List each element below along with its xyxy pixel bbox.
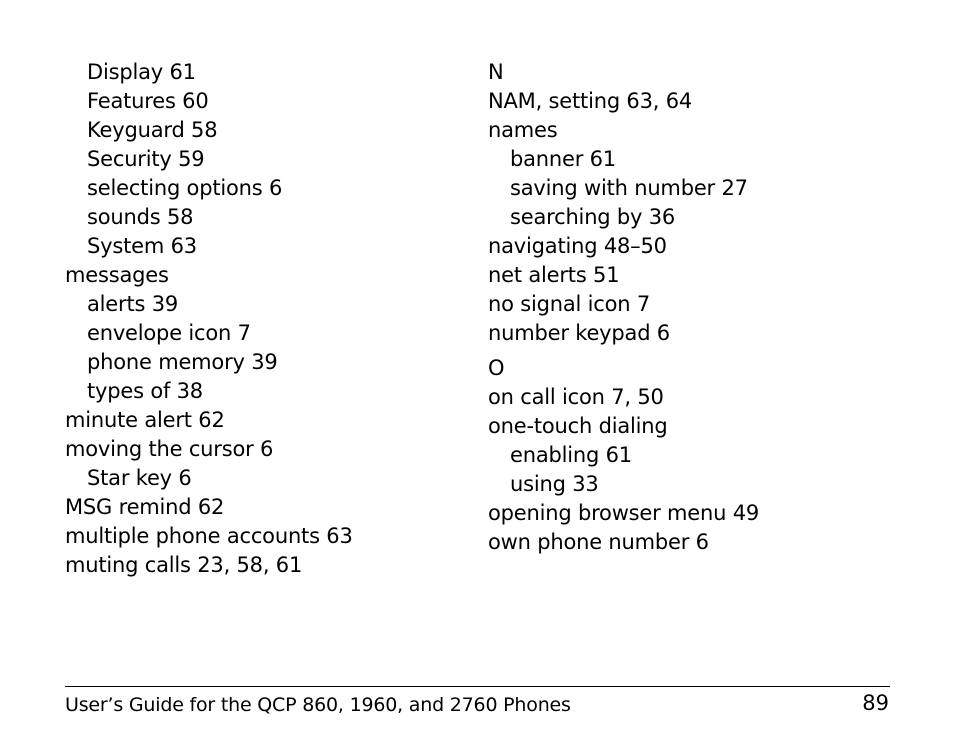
index-subentry: searching by 36: [510, 205, 676, 229]
index-subentry: phone memory 39: [87, 350, 278, 374]
index-entry: opening browser menu 49: [488, 501, 760, 525]
index-right-column: [488, 58, 908, 557]
index-subentry: types of 38: [87, 379, 203, 403]
index-left-column: [65, 58, 445, 580]
index-entry: on call icon 7, 50: [488, 385, 664, 409]
index-entry: minute alert 62: [65, 408, 225, 432]
index-entry: net alerts 51: [488, 263, 620, 287]
footer-divider: [65, 686, 890, 687]
section-letter-n: N: [488, 60, 504, 84]
index-subentry: alerts 39: [87, 292, 179, 316]
index-entry: no signal icon 7: [488, 292, 651, 316]
index-subentry: Star key 6: [87, 466, 192, 490]
index-entry: own phone number 6: [488, 530, 709, 554]
index-subentry: System 63: [87, 234, 197, 258]
index-subentry: saving with number 27: [510, 176, 748, 200]
index-subentry: Security 59: [87, 147, 205, 171]
index-subentry: envelope icon 7: [87, 321, 251, 345]
index-subentry: Keyguard 58: [87, 118, 218, 142]
index-subentry: selecting options 6: [87, 176, 283, 200]
index-entry: names: [488, 118, 558, 142]
index-entry: MSG remind 62: [65, 495, 225, 519]
index-entry: multiple phone accounts 63: [65, 524, 353, 548]
page-number: 89: [862, 691, 889, 715]
index-entry: NAM, setting 63, 64: [488, 89, 693, 113]
index-entry: number keypad 6: [488, 321, 670, 345]
footer-title: User’s Guide for the QCP 860, 1960, and 2760 Phones: [65, 694, 571, 716]
index-subentry: Display 61: [87, 60, 196, 84]
index-entry: muting calls 23, 58, 61: [65, 553, 303, 577]
index-entry: moving the cursor 6: [65, 437, 274, 461]
section-letter-o: O: [488, 356, 505, 380]
index-subentry: using 33: [510, 472, 599, 496]
index-subentry: enabling 61: [510, 443, 632, 467]
index-subentry: banner 61: [510, 147, 616, 171]
index-subentry: sounds 58: [87, 205, 194, 229]
index-entry: navigating 48–50: [488, 234, 667, 258]
index-subentry: Features 60: [87, 89, 209, 113]
index-entry: messages: [65, 263, 169, 287]
index-entry: one-touch dialing: [488, 414, 668, 438]
